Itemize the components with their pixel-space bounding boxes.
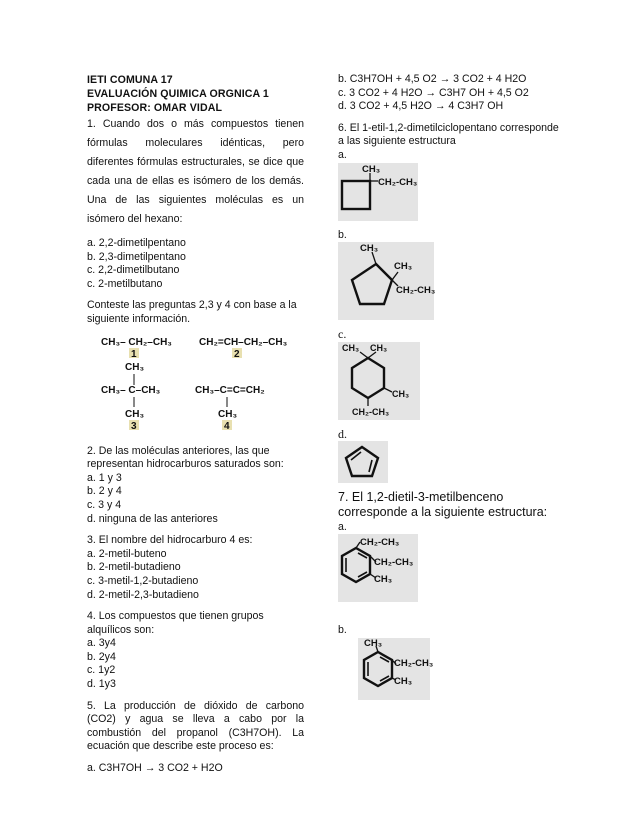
option: c. 1y2 <box>87 664 116 677</box>
molecule-3-top: CH₃ <box>125 361 145 373</box>
group-label: CH₃ <box>394 261 413 273</box>
molecule-2-number: 2 <box>234 348 240 360</box>
option: b. 2y4 <box>87 650 116 663</box>
left-column <box>87 73 304 776</box>
option: a. 2-metil-buteno <box>87 547 167 560</box>
instructions: Conteste las preguntas 2,3 y 4 con base a la siguiente información. <box>87 299 297 325</box>
school-name: IETI COMUNA 17 <box>87 74 173 86</box>
molecule-4-middle: CH₃–C=C=CH₂ <box>195 384 265 396</box>
question-2-text: 2. De las moléculas anteriores, las que representan hidrocarburos saturados son: <box>87 444 284 471</box>
structure-7b <box>338 638 560 700</box>
group-label: CH₃ <box>364 637 383 649</box>
exam-title: EVALUACIÓN QUIMICA ORGNICA 1 <box>87 88 269 100</box>
option: d. ninguna de las anteriores <box>87 512 218 525</box>
group-label: CH₃ <box>374 574 393 586</box>
option: b. C3H7OH + 4,5 O2 → 3 CO2 + 4 H2O <box>338 73 527 85</box>
question-5-text: 5. La producción de dióxido de carbono (CO2) y agua se lleva a cabo por la combustión del propanol (C3H7OH). La ecuación que describe este proceso es: <box>87 699 304 753</box>
group-label: CH₂-CH₃ <box>394 657 434 669</box>
option: b. 2,3-dimetilpentano <box>87 250 186 263</box>
group-label: CH₂-CH₃ <box>352 406 390 417</box>
option: b. 2-metil-butadieno <box>87 561 181 574</box>
option: d. 2-metil-2,3-butadieno <box>87 588 199 601</box>
group-label: CH₃ <box>392 388 410 399</box>
molecule-3-bottom: CH₃ <box>125 408 145 420</box>
molecule-2: CH₂=CH–CH₂–CH₃ <box>199 336 288 348</box>
group-label: CH₂-CH₃ <box>374 557 414 569</box>
question-6-text: 6. El 1-etil-1,2-dimetilciclopentano corresponde a las siguiente estructura <box>338 121 559 148</box>
option: a. 3y4 <box>87 637 116 650</box>
question-3-text: 3. El nombre del hidrocarburo 4 es: <box>87 534 253 547</box>
q6-label-c: c. <box>338 327 347 342</box>
q6-label-d: d. <box>338 426 347 441</box>
group-label: CH₂-CH₃ <box>396 285 436 297</box>
structure-7a <box>338 534 560 602</box>
q7-label-a: a. <box>338 520 347 533</box>
teacher-name: PROFESOR: OMAR VIDAL <box>87 102 223 114</box>
option: a. 2,2-dimetilpentano <box>87 237 186 249</box>
molecule-3-middle: CH₃– C–CH₃ <box>101 384 161 396</box>
group-label: CH₂-CH₃ <box>378 176 418 188</box>
molecule-4-number: 4 <box>224 420 230 432</box>
option: a. 1 y 3 <box>87 471 122 484</box>
group-label: CH₃ <box>362 163 381 175</box>
group-label: CH₃ <box>394 675 413 687</box>
q7-label-b: b. <box>338 624 347 637</box>
option: c. 3 y 4 <box>87 498 122 511</box>
option: d. 1y3 <box>87 678 116 691</box>
group-label: CH₃ <box>360 243 379 255</box>
question-7-text <box>338 491 560 520</box>
option: d. 3 CO2 + 4,5 H2O → 4 C3H7 OH <box>338 100 504 113</box>
q6-label-b: b. <box>338 228 347 241</box>
molecule-3-number: 3 <box>131 420 137 432</box>
option: b. 2 y 4 <box>87 485 122 498</box>
question-7-text-body: 7. El 1,2-dietil-3-metilbenceno corresponde a la siguiente estructura: <box>338 490 548 519</box>
group-label: CH₃ <box>370 342 388 353</box>
molecule-1-number: 1 <box>131 348 137 360</box>
structure-6c <box>338 342 560 420</box>
structure-6a <box>338 163 560 221</box>
option: c. 3-metil-1,2-butadieno <box>87 574 199 587</box>
option: a. C3H7OH → 3 CO2 + H2O <box>87 762 223 775</box>
option: c. 2,2-dimetilbutano <box>87 264 180 277</box>
question-1-options <box>87 237 304 291</box>
option: c. 2-metilbutano <box>87 277 163 290</box>
molecule-4-bottom: CH₃ <box>218 408 238 420</box>
group-label: CH₂-CH₃ <box>360 537 400 549</box>
right-column <box>338 73 560 700</box>
molecules-figure <box>87 327 304 437</box>
group-label: CH₃ <box>342 342 360 353</box>
structure-6b <box>338 242 560 320</box>
question-1-text: 1. Cuando dos o más compuestos tienen fórmulas moleculares idénticas, pero diferentes fórmulas estructurales, se dice que cada una de ellas es isómero de los demás. Una de las siguientes moléculas es un isómero del hexano: <box>87 118 304 225</box>
molecule-1: CH₃– CH₂–CH₃ <box>101 336 172 348</box>
q6-label-a: a. <box>338 148 347 161</box>
structure-6d <box>338 441 560 483</box>
question-4-text: 4. Los compuestos que tienen grupos alquílicos son: <box>87 610 264 636</box>
option: c. 3 CO2 + 4 H2O → C3H7 OH + 4,5 O2 <box>338 86 529 99</box>
